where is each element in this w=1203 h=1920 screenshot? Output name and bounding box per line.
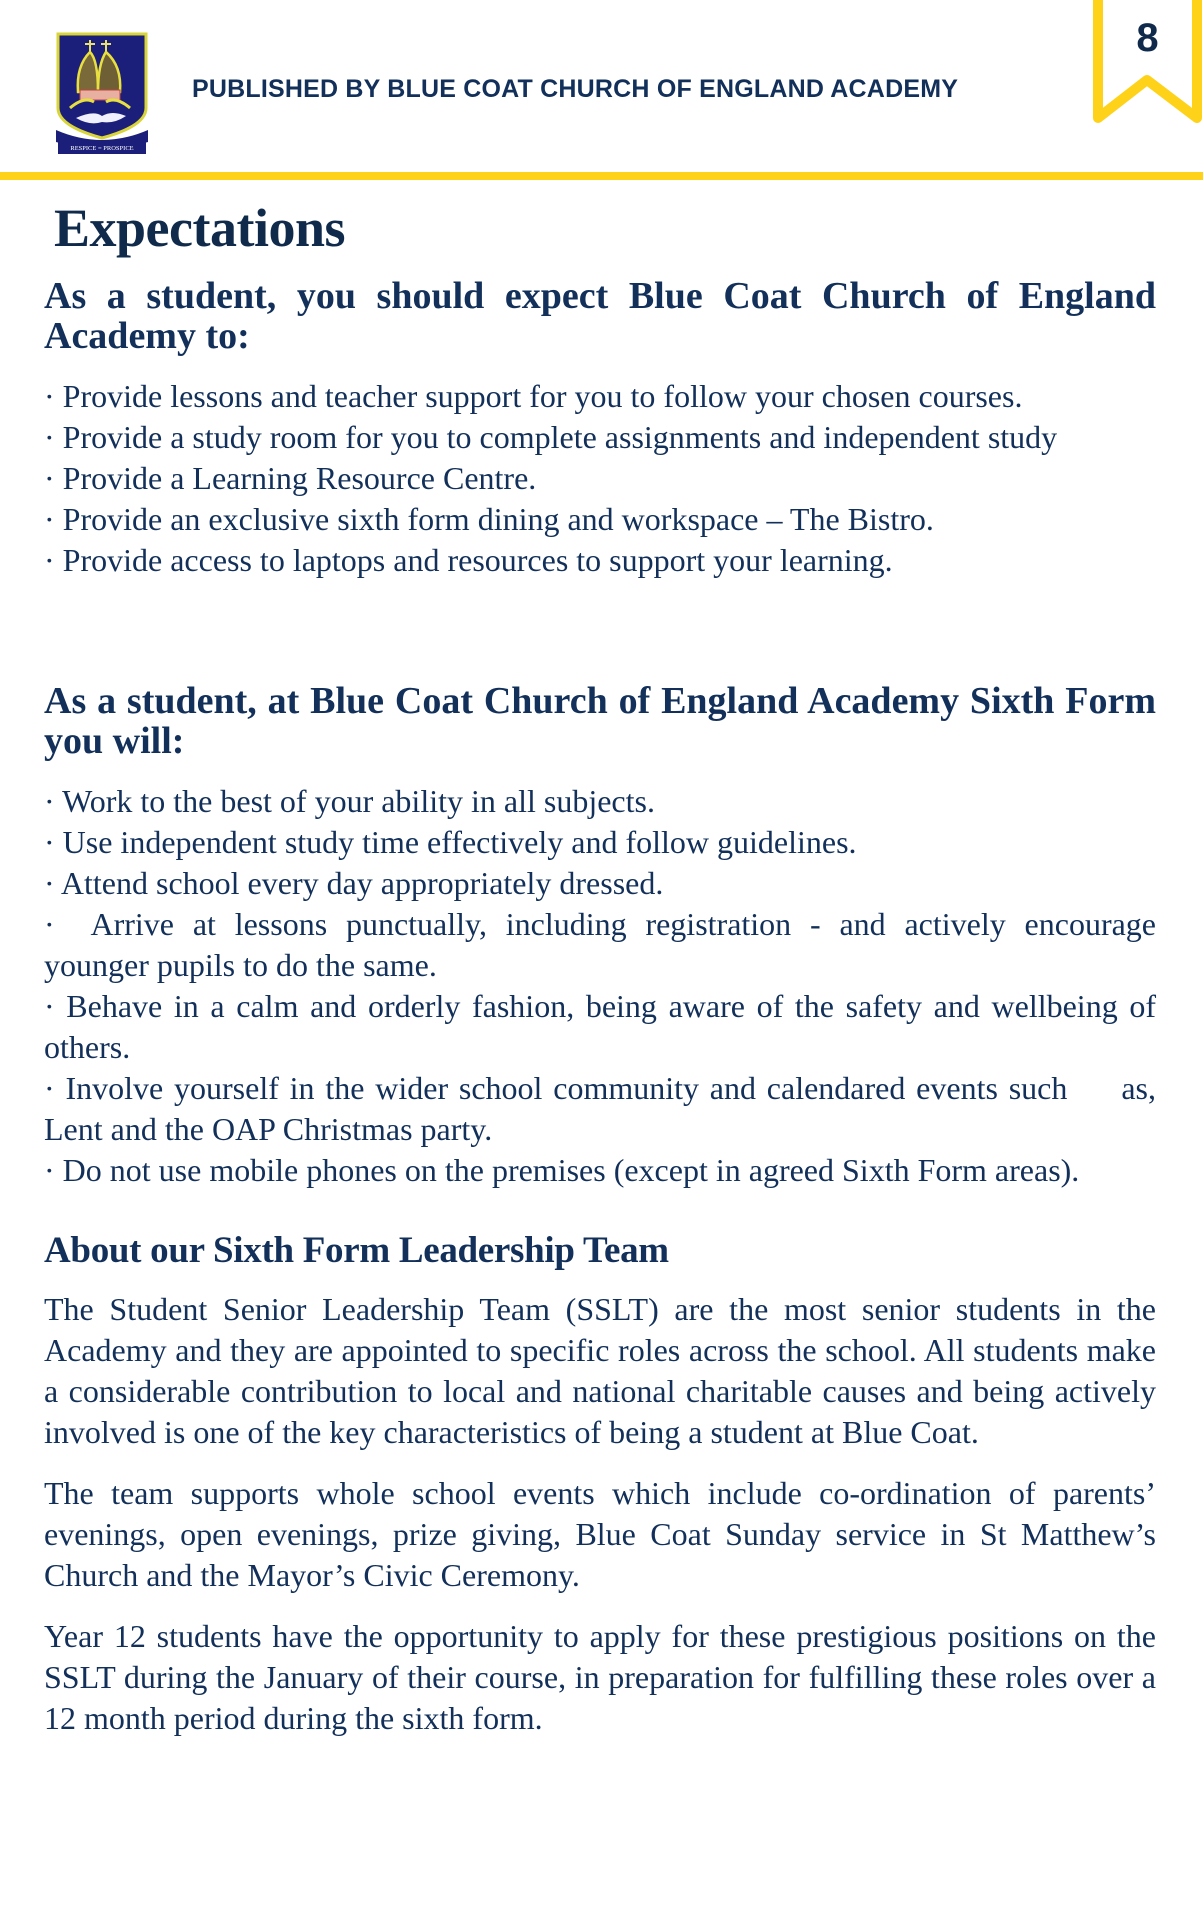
student-will-list bbox=[44, 781, 1196, 1191]
school-crest-icon bbox=[54, 30, 150, 156]
section-heading-leadership-team: About our Sixth Form Leadership Team bbox=[44, 1230, 669, 1271]
page-content bbox=[44, 192, 1196, 1739]
header-divider bbox=[0, 172, 1203, 180]
list-item: · Behave in a calm and orderly fashion, being aware of the safety and wellbeing of others. bbox=[44, 988, 1156, 1065]
list-item: · Provide an exclusive sixth form dining and workspace – The Bistro. bbox=[44, 501, 934, 537]
list-item: · Provide a study room for you to complete assignments and independent study bbox=[44, 419, 1058, 455]
list-item: · Provide lessons and teacher support for you to follow your chosen courses. bbox=[44, 378, 1023, 414]
list-item: · Involve yourself in the wider school community and calendared events such as, Lent and the OAP Christmas party. bbox=[44, 1070, 1164, 1147]
leadership-paragraph: Year 12 students have the opportunity to apply for these prestigious positions on the SSLT during the January of their course, in preparation for fulfilling these roles over a 12 month period during the sixth form. bbox=[44, 1618, 1156, 1736]
list-item: · Work to the best of your ability in all subjects. bbox=[44, 783, 655, 819]
logo-motto: RESPICE = PROSPICE bbox=[70, 145, 134, 152]
leadership-paragraph: The team supports whole school events which include co-ordination of parents’ evenings, open evenings, prize giving, Blue Coat Sunday service in St Matthew’s Church and the Mayor’s Civic Ceremony. bbox=[44, 1475, 1156, 1593]
section-heading-student-will: As a student, at Blue Coat Church of England Academy Sixth Form you will: bbox=[44, 680, 1156, 762]
list-item: · Arrive at lessons punctually, including registration - and actively encourage younger pupils to do the same. bbox=[44, 906, 1196, 983]
list-item: · Do not use mobile phones on the premises (except in agreed Sixth Form areas). bbox=[44, 1152, 1080, 1188]
publisher-label: PUBLISHED BY BLUE COAT CHURCH OF ENGLAND ACADEMY bbox=[192, 75, 959, 103]
list-item: · Attend school every day appropriately dressed. bbox=[44, 865, 664, 901]
page-header bbox=[0, 0, 1203, 180]
page-number: 8 bbox=[1136, 16, 1159, 60]
list-item: · Use independent study time effectively and follow guidelines. bbox=[44, 824, 857, 860]
list-item: · Provide a Learning Resource Centre. bbox=[44, 460, 537, 496]
academy-provides-list bbox=[44, 376, 1156, 581]
section-heading-academy-provides: As a student, you should expect Blue Coat Church of England Academy to: bbox=[44, 275, 1156, 357]
leadership-paragraph: The Student Senior Leadership Team (SSLT) are the most senior students in the Academy and they are appointed to specific roles across the school. All students make a considerable contribution to local and national charitable causes and being actively involved is one of the key characteristics of being a student at Blue Coat. bbox=[44, 1291, 1156, 1450]
list-item: · Provide access to laptops and resources to support your learning. bbox=[44, 542, 893, 578]
page-title: Expectations bbox=[54, 198, 345, 258]
